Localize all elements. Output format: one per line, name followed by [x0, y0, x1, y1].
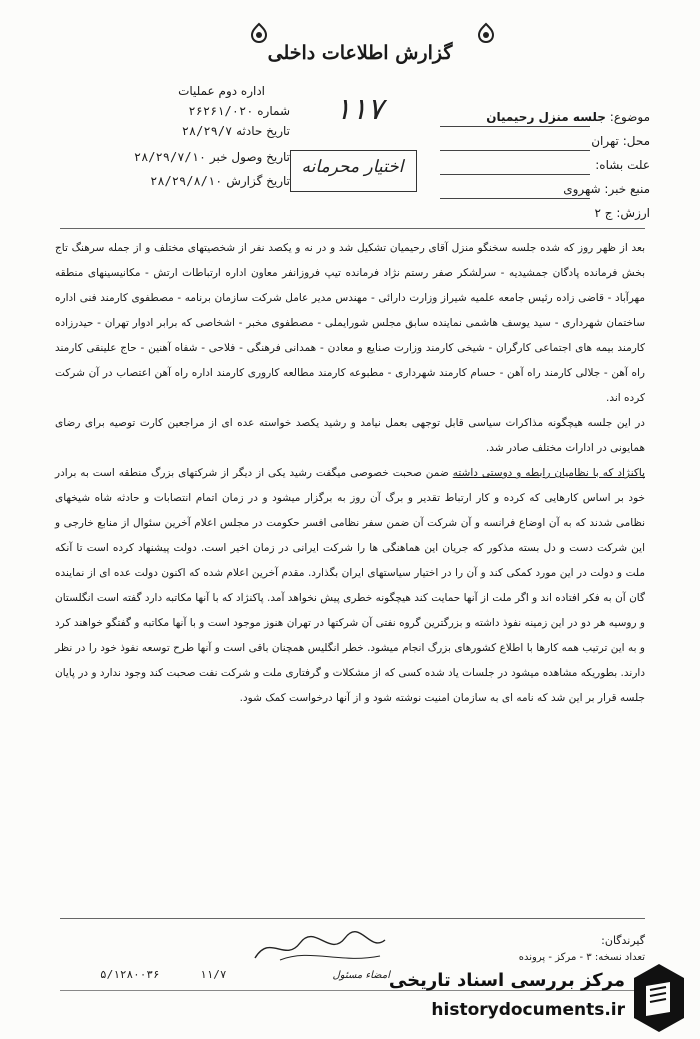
number-field: [95, 104, 290, 118]
signature-note: امضاء مسئول: [332, 970, 390, 981]
emblem-left-icon: [248, 22, 270, 44]
footer-area: [0, 920, 700, 1039]
receive-date-value: ۲۸/۲۹/۷/۱۰: [133, 150, 207, 164]
event-date-label: تاریخ حادثه: [236, 124, 290, 138]
footer-divider: [60, 918, 645, 919]
watermark-fa-text: مرکز بررسی اسناد تاریخی: [388, 970, 625, 991]
header-divider: [60, 228, 645, 229]
location-value: تهران: [591, 134, 619, 148]
grade-value: ج ۲: [594, 206, 613, 220]
receive-date-field: [95, 150, 290, 164]
ref-code: ۱۱/۷: [200, 968, 227, 981]
receive-date-label: تاریخ وصول خبر: [209, 150, 290, 164]
event-date-value: ۲۸/۲۹/۷: [181, 124, 233, 138]
source-underline: [440, 198, 590, 199]
handwritten-number: ۱۱۷: [335, 92, 384, 127]
subject-value: جلسه منزل رحیمیان: [486, 110, 606, 124]
recipients-line: تعداد نسخه: ۳ - مرکز - پرونده: [518, 952, 645, 963]
location-label: محل:: [622, 134, 650, 148]
subject-underline: [440, 126, 590, 127]
signature-scribble-icon: [250, 928, 390, 968]
paragraph-2: در این جلسه هیچگونه مذاکرات سیاسی قابل توجهی بعمل نیامد و رشید یکصد خواسته عده ای از مراجعین کارت توصیه برای رضای همایونی در ادارات مختلف صادر شد.: [55, 417, 645, 454]
report-title: گزارش اطلاعات داخلی: [267, 42, 453, 64]
number-label: شماره: [257, 104, 290, 118]
subject-field: [440, 110, 650, 124]
report-body: [55, 236, 645, 711]
origin-label: علت بشاه:: [595, 158, 650, 172]
source-field: [440, 182, 650, 196]
report-date-value: ۲۸/۲۹/۸/۱۰: [150, 174, 223, 188]
subject-label: موضوع:: [609, 110, 650, 124]
source-label: منبع خبر:: [604, 182, 650, 196]
number-value: ۲۶۲۶۱/۰۲۰: [188, 104, 254, 118]
location-field: [440, 134, 650, 148]
ref-number: ۵/۱۲۸۰۰۳۶: [100, 968, 160, 981]
grade-field: [510, 206, 650, 220]
report-date-label: تاریخ گزارش: [226, 174, 290, 188]
event-date-field: [95, 124, 290, 138]
paragraph-1: بعد از ظهر روز که شده جلسه سخنگو منزل آقای رحیمیان تشکیل شد و در نه و یکصد نفر از شخصیتهای مختلف و از جمله سرهنگ تاج بخش فرمانده پادگان جمشیدیه - سرلشکر صفر رستم نژاد فرمانده تیپ فروزانفر معاون اداره ارتباطات ارتش - مکانیسینهای منطقه مهرآباد - قاضی زاده رئیس جامعه علمیه شیراز وزارت دارائی - مهندس مدیر عامل شرکت سازمان برنامه - مصطفوی کارمند فنی اداره ساختمان شهرداری - سید یوسف هاشمی نماینده سابق مجلس شورایملی - مصطفوی مخبر - اشخاصی که برابر ادوار تهران - حیدرزاده کارمند بیمه های اجتماعی کارگران - شیخی کارمند وزارت صنایع و معادن - همدانی فرهنگی - فلاحی - شفاه آهنین - حاج علینقی کارمند راه آهن - جلالی کارمند راه آهن - حسام کارمند شهرداری - مطبوعه کارمند مطالعه کاروری کارمند اداره راه آهن اعتصاب در آن شرکت کرده اند.: [55, 242, 645, 404]
emblem-right-icon: [475, 22, 497, 44]
watermark-logo-icon: [630, 962, 688, 1034]
paragraph-3-rest: ضمن صحبت خصوصی میگفت رشید یکی از دیگر از شرکتهای بزرگ منطقه است به برادر خود بر اساس کارهایی که کرده و کار ارتباط تقدیر و برگ آن روز به برگزار میشود و در زمان اتمام انتصابات و حادثه شاه شیخهای نظامی شدند که به آن اوضاع فرانسه و آن شرکت آن ضمن سفر نظامی افسر حکومت در مجلس اعلام آخرین سئوال از منابع خارجی و این شرکت دست و دل بسته مذکور که جریان این هماهنگی ها را شرکت ایرانی در زمان اخیر است. دولت پیشنهاد کرده است تا آنکه ملت و دولت در این مورد کمکی کند و آن را در اختیار سیاستهای ایران بگذارد. مقدم آخرین اعلام شده که اکنون دولت عده ای از نماینده گان آن به فکر افتاده اند و اگر ملت از آنها حمایت کند هیچگونه خطری پیش نخواهد آمد. پاکنژاد که با آنها مکاتبه دارد گفته است انگلستان و روسیه هر دو در این زمینه نفوذ داشته و بزرگترین گروه نفتی آن شرکتها در تهران هنوز موجود است و با آنها مکاتبه و گفتگو خواهند کرد و به این ترتیب همه کارها با اطلاع کشورهای بزرگ انجام میشود. خطر انگلیس همچنان باقی است و آنها طرح توسعه نفوذ خود را در نظر دارند. بطوریکه مشاهده میشود در جلسات یاد شده کسی که از مشکلات و گرفتاری ملت و شرکت نفت صحبت کند وجود ندارد و در پایان جلسه قرار بر این شد که نامه ای به سازمان امنیت نوشته شود و از آنها درخواست کمک شود.: [55, 467, 645, 704]
location-underline: [440, 150, 590, 151]
paragraph-3-lead: پاکنژاد که با نظامیان رابطه و دوستی داشته: [452, 467, 645, 479]
origin-field: [440, 158, 650, 172]
watermark-en-text: historydocuments.ir: [431, 1000, 625, 1020]
dept-value: اداره دوم عملیات: [178, 84, 265, 98]
source-value: شهروی: [563, 182, 601, 196]
recipients-label: گیرندگان:: [601, 934, 645, 947]
dept-field: [95, 84, 265, 98]
origin-underline: [440, 174, 590, 175]
confidential-stamp: [290, 150, 417, 192]
report-date-field: [95, 174, 290, 188]
paragraph-3: [55, 461, 645, 711]
stamp-text: اختیار محرمانه: [301, 157, 404, 177]
grade-label: ارزش:: [616, 206, 650, 220]
